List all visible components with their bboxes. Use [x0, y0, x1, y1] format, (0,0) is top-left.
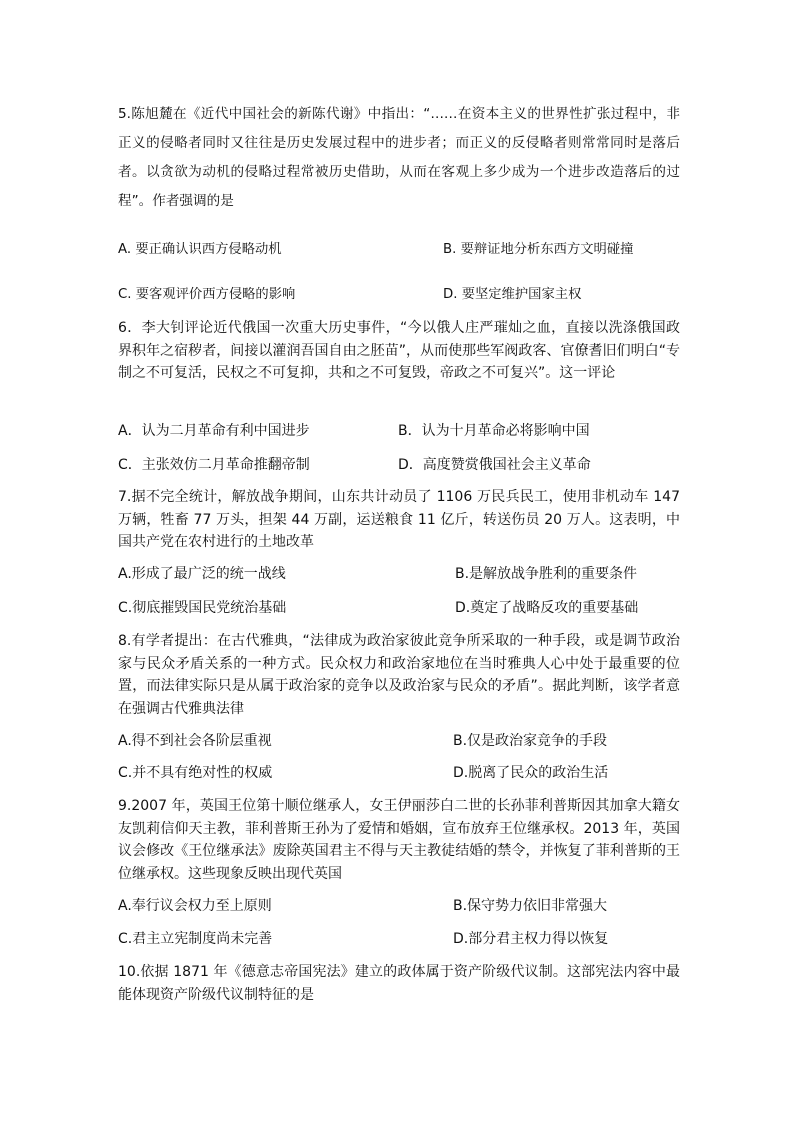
question-9-stem: 9.2007 年，英国王位第十顺位继承人，女王伊丽莎白二世的长孙菲利普斯因其加拿大籍女友凯莉信仰天主教，菲利普斯王孙为了爱情和婚姻，宣布放弃王位继承权。2013 年，英国议会修改《王位继承法》废除英国君主不得与天主教徒结婚的禁令，并恢复了菲利普斯的王位继承权。这些现象反映出现代英国: [118, 798, 680, 882]
question-9-option-d[interactable]: D.部分君主权力得以恢复: [453, 931, 609, 947]
question-8-option-d[interactable]: D.脱离了民众的政治生活: [453, 765, 609, 781]
question-9-option-a[interactable]: A.奉行议会权力至上原则: [118, 898, 272, 914]
question-7-option-b[interactable]: B.是解放战争胜利的重要条件: [455, 566, 638, 582]
question-8-option-c[interactable]: C.并不具有绝对性的权威: [118, 765, 273, 781]
question-5-stem: 5.陈旭麓在《近代中国社会的新陈代谢》中指出：“……在资本主义的世界性扩张过程中，非正义的侵略者同时又往往是历史发展过程中的进步者；而正义的反侵略者则常常同时是落后者。以贪欲为动机的侵略过程常被历史借助，从而在客观上多少成为一个进步改造落后的过程”。作者强调的是: [118, 106, 680, 209]
question-10-stem: 10.依据 1871 年《德意志帝国宪法》建立的政体属于资产阶级代议制。这部宪法内容中最能体现资产阶级代议制特征的是: [118, 964, 680, 1003]
question-8-option-a[interactable]: A.得不到社会各阶层重视: [118, 733, 272, 749]
question-6-option-d[interactable]: D．高度赞赏俄国社会主义革命: [398, 457, 591, 473]
question-7-option-c[interactable]: C.彻底摧毁国民党统治基础: [118, 600, 287, 616]
question-7-option-d[interactable]: D.奠定了战略反攻的重要基础: [455, 600, 639, 616]
question-6-option-a[interactable]: A．认为二月革命有利中国进步: [118, 423, 310, 439]
question-6-option-b[interactable]: B．认为十月革命必将影响中国: [398, 423, 590, 439]
question-9-option-c[interactable]: C.君主立宪制度尚未完善: [118, 931, 273, 947]
question-9-option-b[interactable]: B.保守势力依旧非常强大: [453, 898, 608, 914]
question-8-stem: 8.有学者提出：在古代雅典，“法律成为政治家彼此竞争所采取的一种手段，或是调节政治家与民众矛盾关系的一种方式。民众权力和政治家地位在当时雅典人心中处于最重要的位置，而法律实际只是从属于政治家的竞争以及政治家与民众的矛盾”。据此判断，该学者意在强调古代雅典法律: [118, 633, 680, 717]
question-5-option-c[interactable]: C. 要客观评价西方侵略的影响: [118, 287, 296, 302]
question-6-stem: 6．李大钊评论近代俄国一次重大历史事件，“今以俄人庄严璀灿之血，直接以洗涤俄国政界积年之宿秽者，间接以灌润吾国自由之胚苗”，从而使那些军阀政客、官僚耆旧们明白“专制之不可复活，民权之不可复抑，共和之不可复毁，帝政之不可复兴”。这一评论: [118, 320, 680, 381]
question-8-option-b[interactable]: B.仅是政治家竞争的手段: [453, 733, 608, 749]
question-6-option-c[interactable]: C．主张效仿二月革命推翻帝制: [118, 457, 310, 473]
question-5-option-d[interactable]: D. 要坚定维护国家主权: [443, 287, 582, 302]
question-7-option-a[interactable]: A.形成了最广泛的统一战线: [118, 566, 286, 582]
question-5-option-b[interactable]: B. 要辩证地分析东西方文明碰撞: [443, 242, 634, 257]
question-7-stem: 7.据不完全统计，解放战争期间，山东共计动员了 1106 万民兵民工，使用非机动车 147 万辆，牲畜 77 万头，担架 44 万副，运送粮食 11 亿斤，转送伤员 20 万人。这表明，中国共产党在农村进行的土地改革: [118, 489, 680, 550]
question-5-option-a[interactable]: A. 要正确认识西方侵略动机: [118, 242, 282, 257]
